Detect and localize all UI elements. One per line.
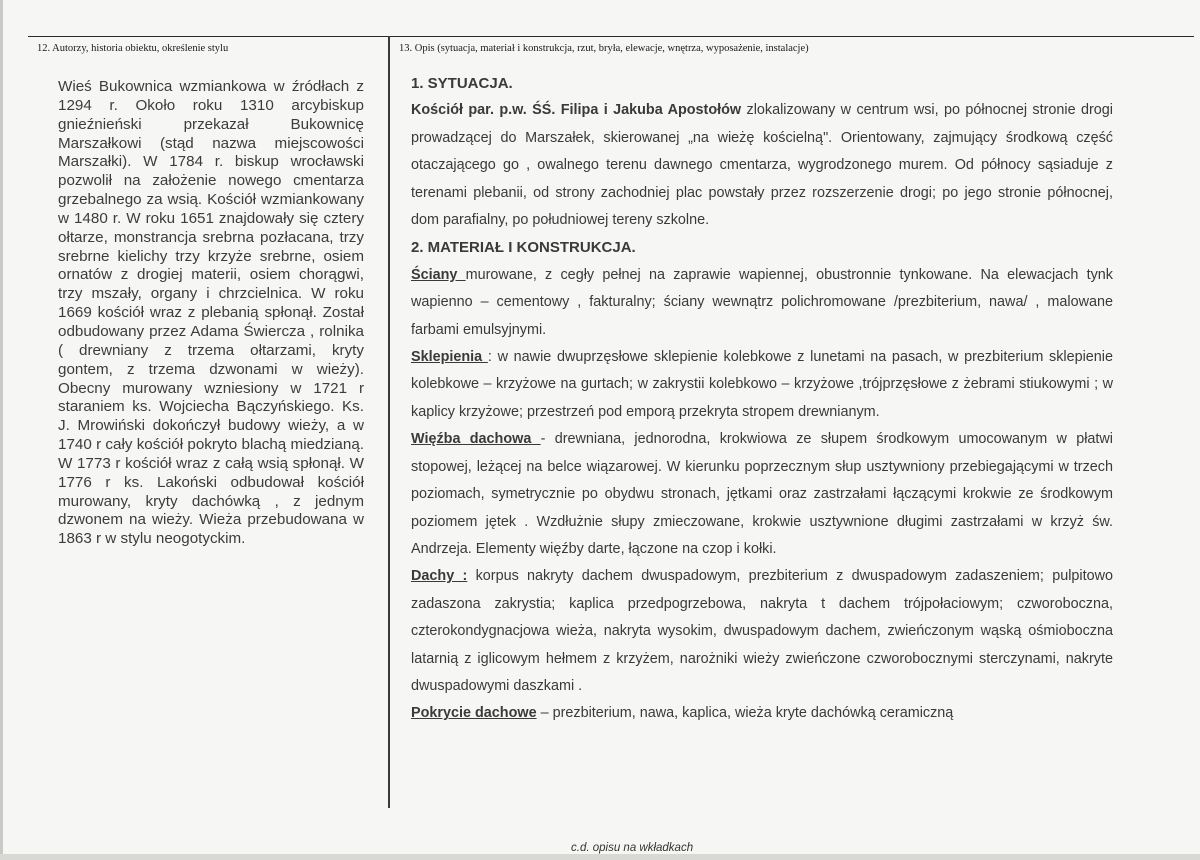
vaults-text: : w nawie dwuprzęsłowe sklepienie kolebkowe z lunetami na pasach, w prezbiterium sklepienie kolebkowe – krzyżowe na gurtach; w zakrystii kolebkowo – krzyżowe ,trójprzęsłowe z żebrami stiukowymi ; w kaplicy krzyżowe; przestrzeń pod emporą przekryta stropem drewnianym. xyxy=(411,349,1114,420)
scan-edge-bottom xyxy=(0,854,1200,860)
right-column-header: 13. Opis (sytuacja, materiał i konstrukcja, rzut, bryła, elewacje, wnętrza, wyposażenie, instalacje) xyxy=(399,43,809,54)
roofs-paragraph xyxy=(411,563,1113,700)
top-divider-line xyxy=(28,36,1194,37)
vaults-paragraph xyxy=(411,344,1113,426)
walls-label: Ściany xyxy=(411,266,466,283)
church-name: Kościół par. p.w. ŚŚ. Filipa i Jakuba Apostołów xyxy=(411,102,742,119)
truss-text: - drewniana, jednorodna, krokwiowa ze słupem środkowym umocowanym w płatwi stopowej, leżącej na belce wiązarowej. W kierunku poprzecznym słup usztywniony przebiegającymi w trzech poziomach, symetrycznie po obydwu stronach, jętkami oraz zastrzałami łączącymi krokwie ze środkowym poziomem jętek . Wzdłużnie słupy zmieczowane, krokwie usztywnione długimi zastrzałami w krzyż św. Andrzeja. Elementy więźby darte, łączone na czop i kołki. xyxy=(411,431,1113,557)
roofing-text: – prezbiterium, nawa, kaplica, wieża kryte dachówką ceramiczną xyxy=(536,705,954,722)
continuation-note: c.d. opisu na wkładkach xyxy=(571,842,694,854)
roofs-text: korpus nakryty dachem dwuspadowym, prezbiterium z dwuspadowym zadaszeniem; pulpitowo zadaszona zakrystia; kaplica przedpogrzebowa, nakryta t dachem trójpołaciowym; czworoboczna, czterokondygnacjowa wieża, nakryta wysokim, dwuspadowym dachem, zwieńczonym wąską ośmioboczna latarnią z iglicowym hełmem z krzyżem, narożniki wieży zwieńczone czworobocznymi sterczynami, nakryte dwuspadowymi daszkami . xyxy=(411,568,1113,694)
history-text: Wieś Bukownica wzmiankowa w źródłach z 1294 r. Około roku 1310 arcybiskup gnieźnieński przekazał Bukownicę Marszałkowi (stąd nazwa miejscowości Marszałki). W 1784 r. biskup wrocławski pozwolił na założenie nowego cmentarza grzebalnego za wsią. Kościół wzmiankowany w 1480 r. W roku 1651 znajdowały się cztery ołtarze, monstrancja srebrna pozłacana, trzy srebrne kielichy trzy krzyże srebrne, osiem ornatów z drogiej materii, osiem chorągwi, trzy mszały, organy i chrzcielnica. W roku 1669 kościół wraz z plebanią spłonął. Został odbudowany przez Adama Świercza , rolnika ( drewniany z trzema ołtarzami, kryty gontem, z trzema dzwonami w wieży). Obecny murowany wzniesiony w 1721 r staraniem ks. Wojciecha Bączyńskiego. Ks. J. Mrowiński dokończył budowy wieży, a w 1740 r cały kościół pokryto blachą miedzianą. W 1773 r kościół wraz z całą wsią spłonął. W 1776 r ks. Lakoński odbudował kościół murowany, kryty dachówką , z jednym dzwonem na wieży. Wieża przebudowana w 1863 r w stylu neogotyckim. xyxy=(58,78,364,548)
section-situation-paragraph xyxy=(411,97,1113,234)
description-text xyxy=(411,70,1113,728)
roofs-label: Dachy : xyxy=(411,568,468,585)
section-situation-title: 1. SYTUACJA. xyxy=(411,75,513,92)
roofing-paragraph xyxy=(411,700,1113,727)
roofing-label: Pokrycie dachowe xyxy=(411,705,537,722)
walls-paragraph xyxy=(411,262,1113,344)
scan-edge-left xyxy=(0,0,3,860)
left-column-header: 12. Autorzy, historia obiektu, określenie stylu xyxy=(37,43,229,54)
walls-text: murowane, z cegły pełnej na zaprawie wapiennej, obustronnie tynkowane. Na elewacjach tynk wapienno – cementowy , fakturalny; ściany wewnątrz polichromowane /prezbiterium, nawa/ , malowane farbami emulsyjnymi. xyxy=(411,266,1113,338)
vaults-label: Sklepienia xyxy=(411,349,488,366)
section-material-title: 2. MATERIAŁ I KONSTRUKCJA. xyxy=(411,239,636,257)
truss-label: Więźba dachowa xyxy=(411,431,541,448)
truss-paragraph xyxy=(411,426,1113,563)
column-divider-line xyxy=(388,36,390,808)
situation-text: zlokalizowany w centrum wsi, po północnej stronie drogi prowadzącej do Marszałek, skierowanej „na wieżę kościelną". Orientowany, zajmujący środkową część otaczającego go , owalnego terenu dawnego cmentarza, wygrodzonego murem. Od północy sąsiaduje z terenami plebanii, od strony zachodniej plac powstały przez rozszerzenie drogi; po jego stronie północnej, dom parafialny, po południowej tereny szkolne. xyxy=(411,102,1113,229)
